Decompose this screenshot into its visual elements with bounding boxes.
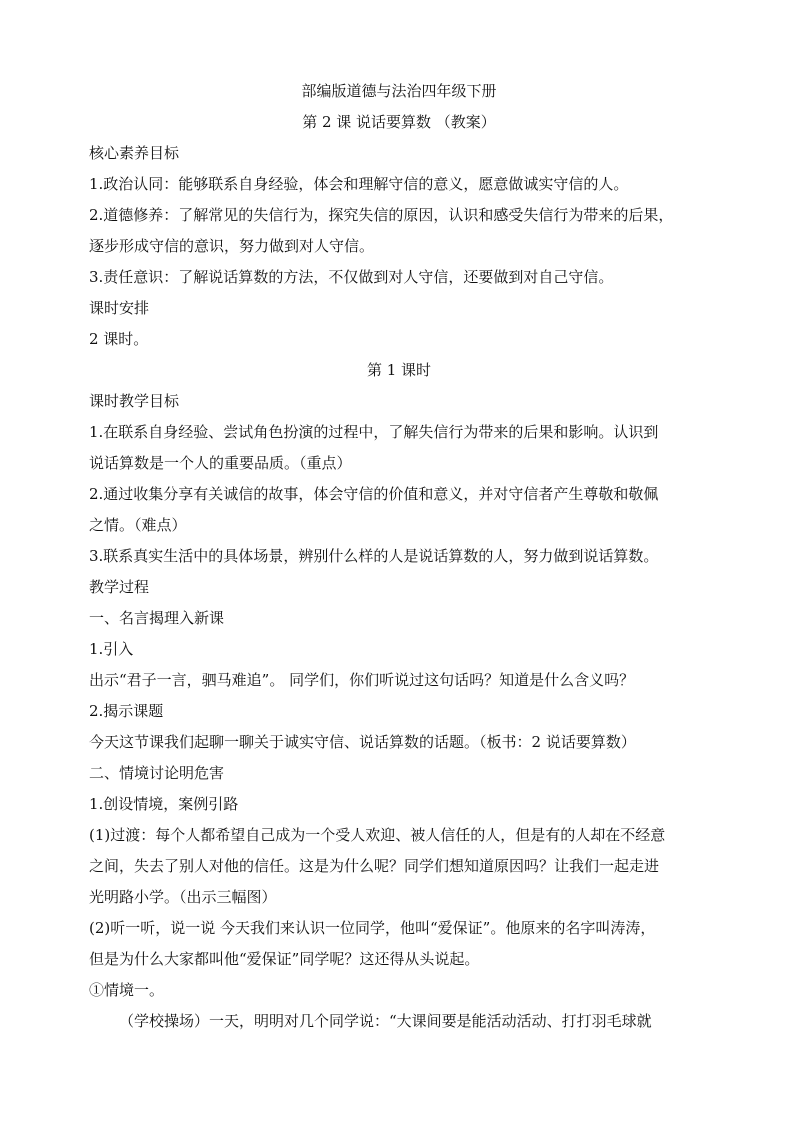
paragraph-line: 3.责任意识：了解说话算数的方法，不仅做到对人守信，还要做到对自己守信。 bbox=[89, 268, 614, 286]
heading-schedule: 课时安排 bbox=[89, 299, 150, 317]
paragraph-line: 2.揭示课题 bbox=[89, 702, 164, 720]
paragraph-line: 出示“君子一言，驷马难追”。 同学们，你们听说过这句话吗？知道是什么含义吗？ bbox=[89, 671, 635, 689]
paragraph-line: （学校操场）一天，明明对几个同学说：“大课间要是能活动活动、打打羽毛球就 bbox=[119, 1012, 652, 1030]
paragraph-line: 2 课时。 bbox=[89, 330, 149, 348]
heading-lesson-goals: 课时教学目标 bbox=[89, 392, 180, 410]
section-title: 第 1 课时 bbox=[366, 361, 432, 379]
paragraph-line: 之情。（难点） bbox=[89, 516, 187, 534]
paragraph-line: 2.通过收集分享有关诚信的故事，体会守信的价值和意义，并对守信者产生尊敬和敬佩 bbox=[89, 485, 659, 503]
paragraph-line: 2.道德修养：了解常见的失信行为，探究失信的原因，认识和感受失信行为带来的后果， bbox=[89, 206, 674, 224]
heading-part-two: 二、情境讨论明危害 bbox=[89, 764, 225, 782]
document-title: 部编版道德与法治四年级下册 bbox=[301, 82, 497, 100]
heading-core-goals: 核心素养目标 bbox=[89, 144, 180, 162]
paragraph-line: (2)听一听，说一说 今天我们来认识一位同学，他叫“爱保证”。他原来的名字叫涛涛， bbox=[89, 919, 656, 937]
document-page bbox=[89, 76, 709, 1037]
paragraph-line: 光明路小学。（出示三幅图） bbox=[89, 888, 277, 906]
paragraph-line: 逐步形成守信的意识，努力做到对人守信。 bbox=[89, 237, 375, 255]
paragraph-line: 1.政治认同：能够联系自身经验，体会和理解守信的意义，愿意做诚实守信的人。 bbox=[89, 175, 629, 193]
paragraph-line: 今天这节课我们起聊一聊关于诚实守信、说话算数的话题。（板书：2 说话要算数） bbox=[89, 733, 636, 751]
heading-process: 教学过程 bbox=[89, 578, 150, 596]
paragraph-line: 3.联系真实生活中的具体场景，辨别什么样的人是说话算数的人，努力做到说话算数。 bbox=[89, 547, 659, 565]
paragraph-line: 1.在联系自身经验、尝试角色扮演的过程中，了解失信行为带来的后果和影响。认识到 bbox=[89, 423, 659, 441]
paragraph-line: 说话算数是一个人的重要品质。（重点） bbox=[89, 454, 352, 472]
paragraph-line: (1)过渡：每个人都希望自己成为一个受人欢迎、被人信任的人，但是有的人却在不经意 bbox=[89, 826, 666, 844]
paragraph-line: 但是为什么大家都叫他“爱保证”同学呢？这还得从头说起。 bbox=[89, 950, 480, 968]
document-subtitle: 第 2 课 说话要算数 （教案） bbox=[302, 113, 496, 131]
paragraph-line: 1.创设情境，案例引路 bbox=[89, 795, 239, 813]
paragraph-line: ①情境一。 bbox=[89, 981, 165, 999]
paragraph-line: 之间，失去了别人对他的信任。这是为什么呢？同学们想知道原因吗？让我们一起走进 bbox=[89, 857, 660, 875]
heading-part-one: 一、名言揭理入新课 bbox=[89, 609, 225, 627]
paragraph-line: 1.引入 bbox=[89, 640, 134, 658]
